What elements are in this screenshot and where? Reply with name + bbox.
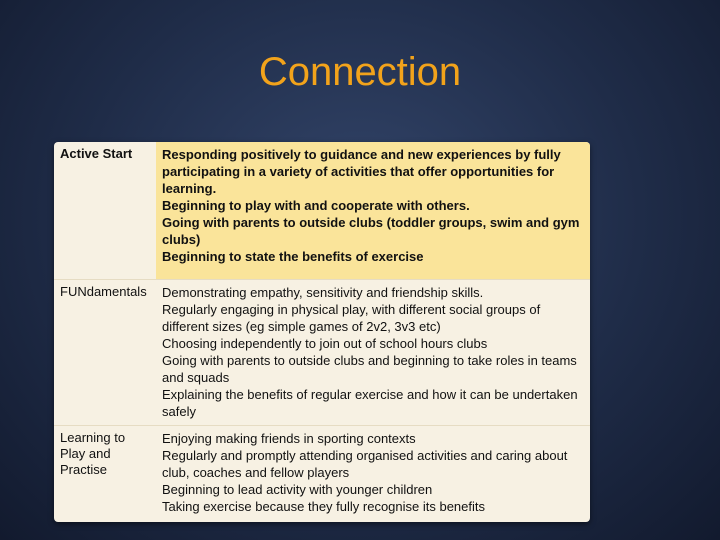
description-line: Beginning to play with and cooperate with others. (162, 198, 470, 213)
stage-description (156, 280, 590, 425)
table-row-active-start (54, 142, 590, 279)
description-line: Regularly and promptly attending organised activities and caring about club, coaches and fellow players (162, 448, 568, 480)
description-line: Demonstrating empathy, sensitivity and friendship skills. (162, 285, 484, 300)
description-line: Enjoying making friends in sporting contexts (162, 431, 416, 446)
description-line: Responding positively to guidance and new experiences by fully participating in a variety of activities that offer opportunities for learning. (162, 147, 561, 196)
stages-table (54, 142, 590, 522)
stage-label: Learning to Play and Practise (60, 430, 126, 477)
description-line: Taking exercise because they fully recognise its benefits (162, 499, 486, 514)
description-line: Going with parents to outside clubs (toddler groups, swim and gym clubs) (162, 215, 580, 247)
description-line: Choosing independently to join out of school hours clubs (162, 336, 488, 351)
description-line: Regularly engaging in physical play, with different social groups of different sizes (eg simple games of 2v2, 3v3 etc) (162, 302, 541, 334)
stage-label: Active Start (60, 146, 133, 161)
slide-title: Connection (258, 50, 462, 94)
description-line: Going with parents to outside clubs and beginning to take roles in teams and squads (162, 353, 577, 385)
description-line: Beginning to lead activity with younger children (162, 482, 433, 497)
description-line: Explaining the benefits of regular exercise and how it can be undertaken safely (162, 387, 578, 419)
table-row-fundamentals (54, 279, 590, 425)
stage-label: FUNdamentals (60, 284, 147, 299)
table-row-learning-to-play (54, 425, 590, 522)
stage-description (156, 142, 590, 279)
stage-description (156, 426, 590, 522)
description-line: Beginning to state the benefits of exercise (162, 249, 424, 264)
